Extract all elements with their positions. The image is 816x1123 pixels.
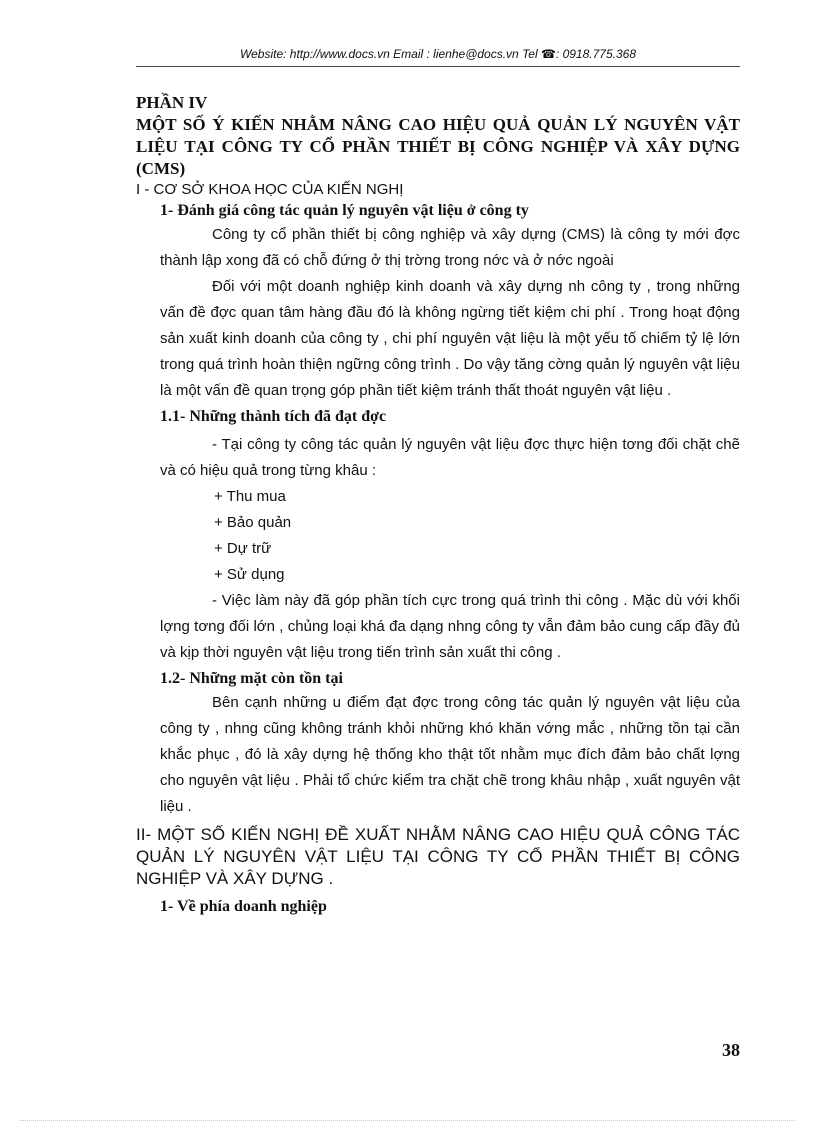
list-item: + Thu mua — [214, 488, 286, 505]
subsection-1-heading: 1- Đánh giá công tác quản lý nguyên vật liệu ở công ty — [160, 202, 529, 219]
page-header: Website: http://www.docs.vn Email : lienhe@docs.vn Tel ☎: 0918.775.368 — [239, 47, 636, 61]
stage-list — [136, 484, 740, 588]
section-2-heading: II- MỘT SỐ KIẾN NGHỊ ĐỀ XUẤT NHẰM NÂNG CAO HIỆU QUẢ CÔNG TÁC QUẢN LÝ NGUYÊN VẬT LIỆU TẠI CÔNG TY CỔ PHẦN THIẾT BỊ CÔNG NGHIỆP VÀ XÂY DỰNG . — [136, 825, 740, 888]
list-item: + Dự trữ — [214, 540, 272, 557]
subsection-2-1-heading: 1- Về phía doanh nghiệp — [160, 898, 327, 915]
paragraph-1: Công ty cổ phần thiết bị công nghiệp và xây dựng (CMS) là công ty mới đợc thành lập xong đã có chỗ đứng ở thị trờng trong nớc và ở nớc ngoài — [160, 226, 740, 269]
paragraph-2: Đối với một doanh nghiệp kinh doanh và xây dựng nh công ty , trong những vấn đề đợc quan tâm hàng đầu đó là không ngừng tiết kiệm chi phí . Trong hoạt động sản xuất kinh doanh của công ty , chi phí nguyên vật liệu là một yếu tố chiếm tỷ lệ lớn trong quá trình hoàn thiện ngững công trình . Do vậy tăng cờng quản lý nguyên vật liệu là một vấn đề quan trọng góp phần tiết kiệm tránh thất thoát nguyên vật liệu . — [160, 278, 740, 399]
header-rule — [136, 66, 740, 67]
list-item: + Bảo quản — [214, 514, 292, 531]
footer-divider — [20, 1120, 796, 1121]
list-item: + Sử dụng — [214, 566, 285, 583]
paragraph-4: - Việc làm này đã góp phần tích cực trong quá trình thi công . Mặc dù với khối lợng tơng đối lớn , chủng loại khá đa dạng nhng công ty vẫn đảm bảo cung cấp đầy đủ và kịp thời nguyên vật liệu trong tiến trình sản xuất thi công . — [160, 592, 740, 661]
part-heading: PHẦN IV — [136, 93, 208, 112]
page-content — [136, 92, 740, 918]
page-number: 38 — [722, 1040, 740, 1060]
paragraph-5: Bên cạnh những u điểm đạt đợc trong công tác quản lý nguyên vật liệu của công ty , nhng cũng không tránh khỏi những khó khăn vớng mắc , những tồn tại cần khắc phục , đó là xây dựng hệ thống kho thật tốt nhằm mục đích đảm bảo chất lợng cho nguyên vật liệu . Phải tổ chức kiểm tra chặt chẽ trong khâu nhập , xuất nguyên vật liệu . — [160, 694, 740, 815]
section-1-heading: I - CƠ SỞ KHOA HỌC CỦA KIẾN NGHỊ — [136, 181, 404, 198]
chapter-title: MỘT SỐ Ý KIẾN NHẰM NÂNG CAO HIỆU QUẢ QUẢN LÝ NGUYÊN VẬT LIỆU TẠI CÔNG TY CỔ PHẦN THIẾT BỊ CÔNG NGHIỆP VÀ XÂY DỰNG (CMS) — [136, 115, 740, 178]
subsection-1-2-heading: 1.2- Những mặt còn tồn tại — [160, 670, 343, 687]
paragraph-3: - Tại công ty công tác quản lý nguyên vật liệu đợc thực hiện tơng đối chặt chẽ và có hiệu quả trong từng khâu : — [160, 436, 740, 479]
subsection-1-1-heading: 1.1- Những thành tích đã đạt đợc — [160, 408, 387, 425]
